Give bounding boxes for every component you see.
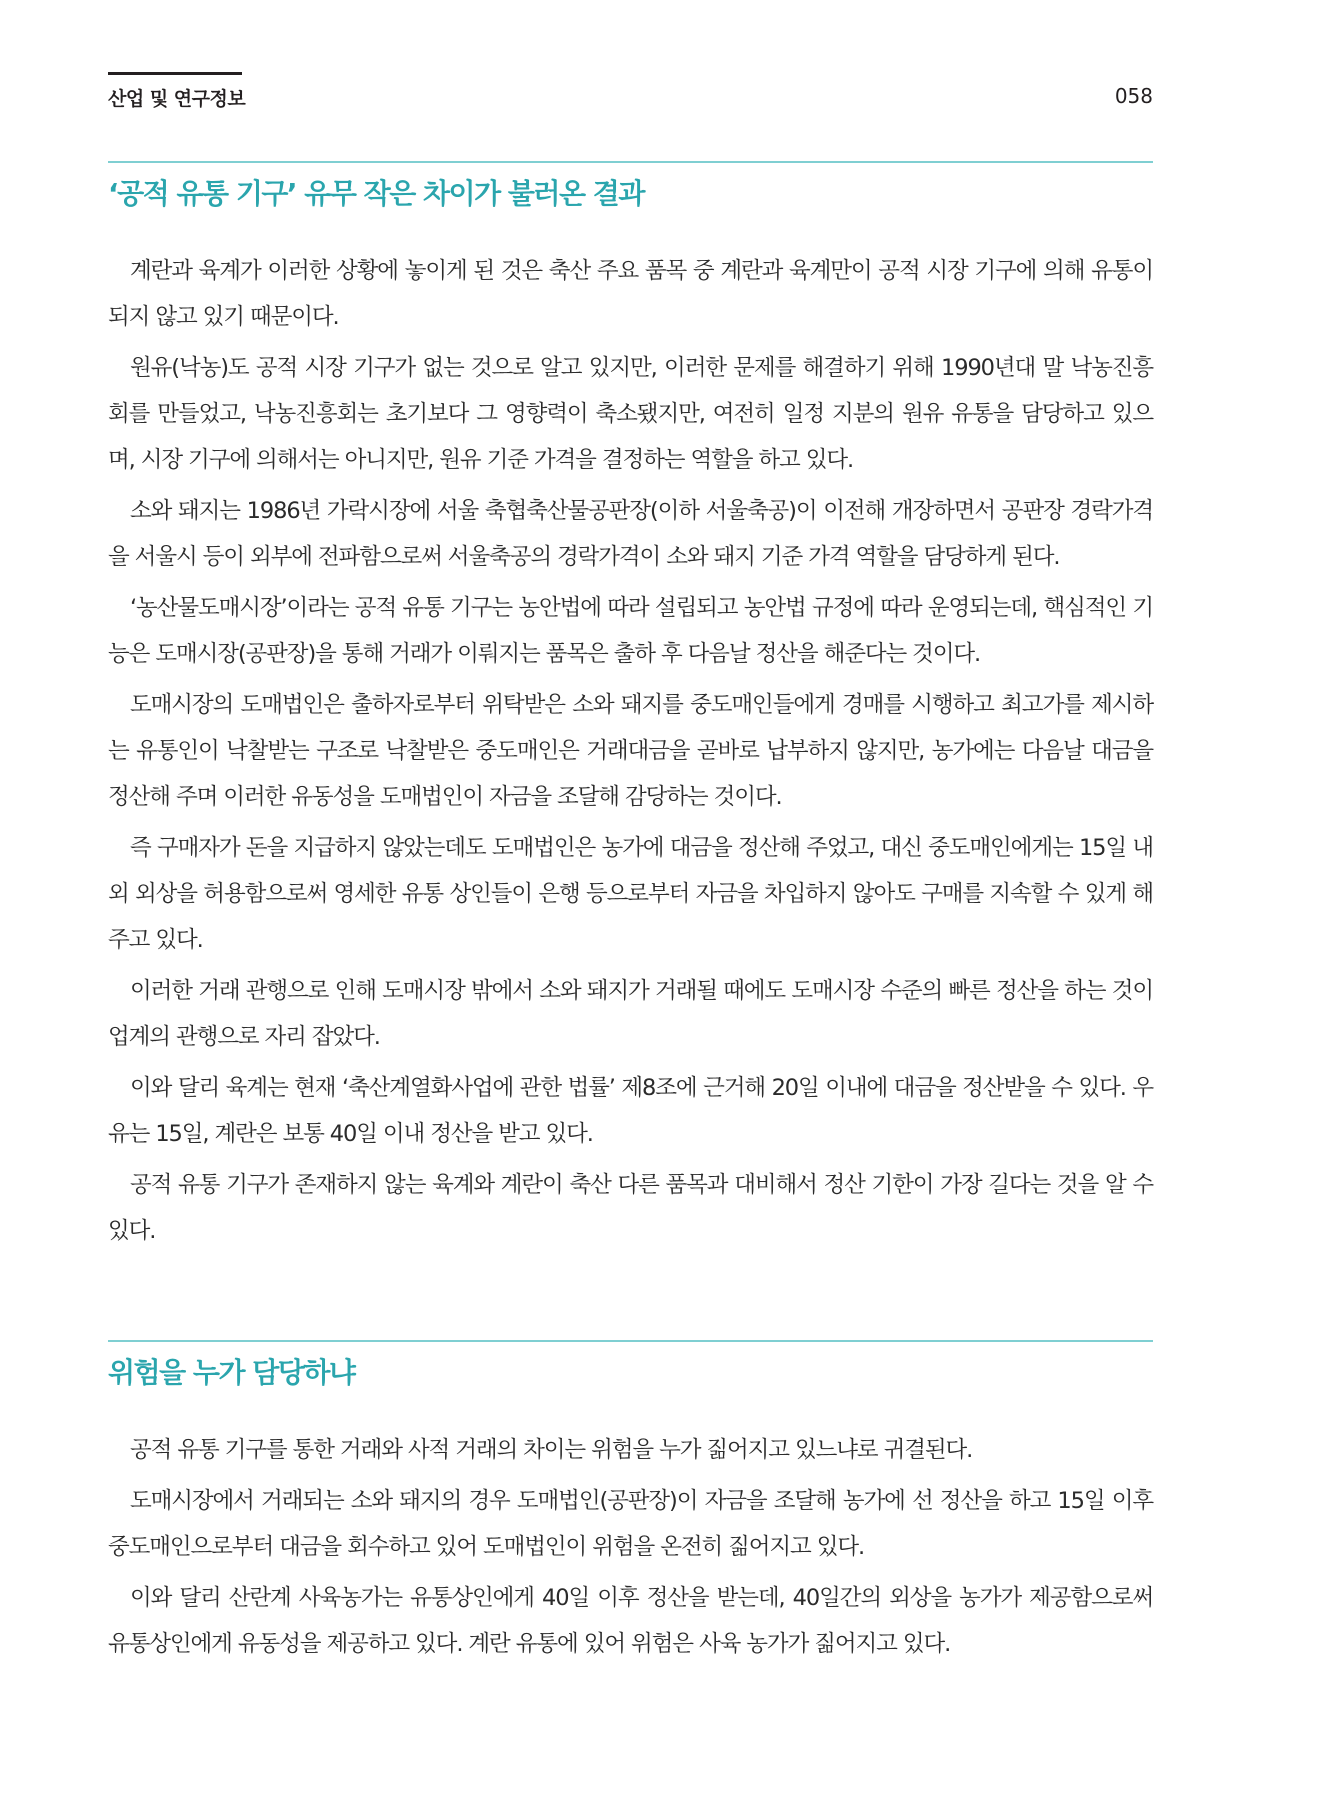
header-rule	[108, 72, 242, 75]
section-body	[108, 248, 1153, 1254]
body-paragraph: 공적 유통 기구가 존재하지 않는 육계와 계란이 축산 다른 품목과 대비해서 정산 기한이 가장 길다는 것을 알 수 있다.	[108, 1172, 1153, 1244]
section-body	[108, 1427, 1153, 1667]
body-paragraph: 소와 돼지는 1986년 가락시장에 서울 축협축산물공판장(이하 서울축공)이 이전해 개장하면서 공판장 경락가격을 서울시 등이 외부에 전파함으로써 서울축공의 경락가격이 소와 돼지 기준 가격 역할을 담당하게 된다.	[108, 498, 1153, 570]
section-title: ‘공적 유통 기구’ 유무 작은 차이가 불러온 결과	[108, 177, 644, 210]
body-paragraph: 이와 달리 육계는 현재 ‘축산계열화사업에 관한 법률’ 제8조에 근거해 20일 이내에 대금을 정산받을 수 있다. 우유는 15일, 계란은 보통 40일 이내 정산을 받고 있다.	[108, 1075, 1153, 1147]
body-paragraph: 공적 유통 기구를 통한 거래와 사적 거래의 차이는 위험을 누가 짊어지고 있느냐로 귀결된다.	[130, 1437, 973, 1463]
body-paragraph: 계란과 육계가 이러한 상황에 놓이게 된 것은 축산 주요 품목 중 계란과 육계만이 공적 시장 기구에 의해 유통이 되지 않고 있기 때문이다.	[108, 258, 1153, 330]
section-title: 위험을 누가 담당하냐	[108, 1356, 355, 1389]
body-paragraph: 이러한 거래 관행으로 인해 도매시장 밖에서 소와 돼지가 거래될 때에도 도매시장 수준의 빠른 정산을 하는 것이 업계의 관행으로 자리 잡았다.	[108, 978, 1153, 1050]
body-paragraph: 도매시장의 도매법인은 출하자로부터 위탁받은 소와 돼지를 중도매인들에게 경매를 시행하고 최고가를 제시하는 유통인이 낙찰받는 구조로 낙찰받은 중도매인은 거래대금을 곧바로 납부하지 않지만, 농가에는 다음날 대금을 정산해 주며 이러한 유동성을 도매법인이 자금을 조달해 감당하는 것이다.	[108, 692, 1153, 810]
body-paragraph: 도매시장에서 거래되는 소와 돼지의 경우 도매법인(공판장)이 자금을 조달해 농가에 선 정산을 하고 15일 이후 중도매인으로부터 대금을 회수하고 있어 도매법인이 위험을 온전히 짊어지고 있다.	[108, 1488, 1153, 1560]
body-paragraph: ‘농산물도매시장’이라는 공적 유통 기구는 농안법에 따라 설립되고 농안법 규정에 따라 운영되는데, 핵심적인 기능은 도매시장(공판장)을 통해 거래가 이뤄지는 품목은 출하 후 다음날 정산을 해준다는 것이다.	[108, 595, 1153, 667]
running-header-label: 산업 및 연구정보	[108, 88, 246, 110]
section-divider	[108, 1340, 1153, 1342]
page-number: 058	[1114, 84, 1153, 108]
section-public-distribution	[108, 161, 1153, 1259]
section-risk-bearer	[108, 1340, 1153, 1672]
body-paragraph: 즉 구매자가 돈을 지급하지 않았는데도 도매법인은 농가에 대금을 정산해 주었고, 대신 중도매인에게는 15일 내외 외상을 허용함으로써 영세한 유통 상인들이 은행 등으로부터 자금을 차입하지 않아도 구매를 지속할 수 있게 해주고 있다.	[108, 835, 1153, 953]
body-paragraph: 이와 달리 산란계 사육농가는 유통상인에게 40일 이후 정산을 받는데, 40일간의 외상을 농가가 제공함으로써 유통상인에게 유동성을 제공하고 있다. 계란 유통에 있어 위험은 사육 농가가 짊어지고 있다.	[108, 1585, 1153, 1657]
section-divider	[108, 161, 1153, 163]
body-paragraph: 원유(낙농)도 공적 시장 기구가 없는 것으로 알고 있지만, 이러한 문제를 해결하기 위해 1990년대 말 낙농진흥회를 만들었고, 낙농진흥회는 초기보다 그 영향력이 축소됐지만, 여전히 일정 지분의 원유 유통을 담당하고 있으며, 시장 기구에 의해서는 아니지만, 원유 기준 가격을 결정하는 역할을 하고 있다.	[108, 355, 1153, 473]
